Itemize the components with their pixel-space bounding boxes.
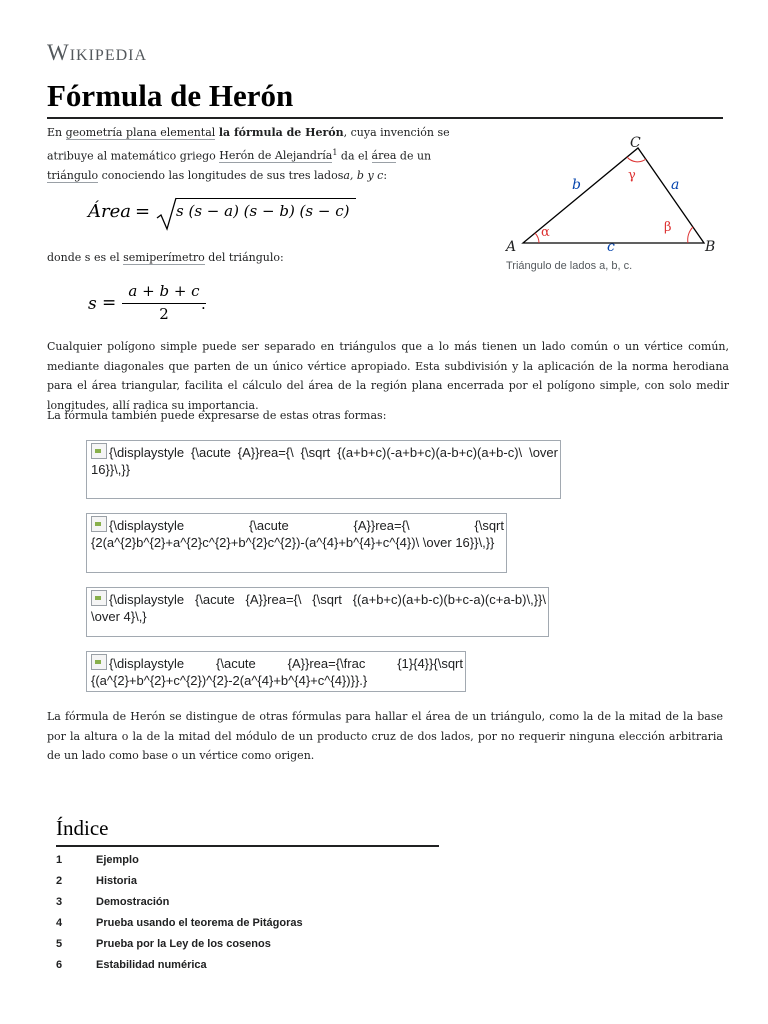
toc-item-number: 6 — [56, 959, 63, 971]
vertex-a-label: A — [506, 239, 517, 255]
toc-item-label: Prueba por la Ley de los cosenos — [96, 938, 271, 950]
alt-formula-text: {\displaystyle {\acute {A}}rea={\ {\sqrt {(a+b+c)(-a+b+c)(a-b+c)(a+b-c)\ \over 16}}\,}} — [91, 445, 558, 477]
bold-term: la fórmula de Herón — [218, 126, 344, 139]
formula-equals: = — [102, 293, 117, 313]
angle-alpha-label: α — [541, 225, 550, 240]
side-a-label: a — [671, 177, 680, 193]
reference-1[interactable]: 1 — [332, 147, 338, 157]
toc-item[interactable] — [56, 896, 169, 908]
toc-item[interactable] — [56, 938, 271, 950]
alt-formula-text: {\displaystyle {\acute {A}}rea={\ {\sqrt {2(a^{2}b^{2}+a^{2}c^{2}+b^{2}c^{2})-(a^{4}+b^{4}+c^{4})\ \over 16}}\,}} — [91, 518, 504, 550]
intro-text: de un — [396, 149, 432, 163]
intro-text: da el — [337, 149, 372, 163]
toc-item-label: Demostración — [96, 896, 170, 908]
broken-image-icon — [91, 516, 107, 532]
alt-formula-1[interactable] — [86, 440, 561, 499]
toc-item[interactable] — [56, 959, 207, 971]
broken-image-icon — [91, 654, 107, 670]
intro-text: , cuya invención se atribuye al matemático griego — [47, 126, 450, 163]
toc-item[interactable] — [56, 854, 139, 866]
toc-item-label: Estabilidad numérica — [96, 959, 207, 971]
semiperimeter-text: donde s es el — [47, 251, 124, 264]
alt-formula-3[interactable] — [86, 587, 549, 637]
polygon-paragraph: Cualquier polígono simple puede ser separado en triángulos que a lo más tienen un lado común o un vértice común, mediante diagonales que parten de un único vértice apropiado. Esta subdivisión y la aplicación de la norma herodiana para el área triangular, facilita el cálculo del área de la región plana encerrada por el polígono simple, con solo medir longitudes, allí radica su importancia. — [47, 340, 729, 412]
angle-gamma-label: γ — [628, 168, 636, 183]
toc-item-label: Historia — [96, 875, 137, 887]
link-geometria-plana[interactable]: geometría plana elemental — [65, 126, 216, 139]
toc-item[interactable] — [56, 917, 303, 929]
broken-image-icon — [91, 443, 107, 459]
formula-radicand: s (s − a) (s − b) (s − c) — [176, 202, 350, 220]
vertex-b-label: B — [705, 239, 716, 255]
intro-text: : — [383, 168, 388, 182]
fraction-denominator: 2 — [159, 305, 169, 323]
alt-formula-text: {\displaystyle {\acute {A}}rea={\frac {1}{4}}{\sqrt {(a^{2}+b^{2}+c^{2})^{2}-2(a^{4}+b^{4}+c^{4})}}.} — [91, 656, 463, 688]
toc-item-number: 3 — [56, 896, 63, 908]
semiperimeter-text: del triángulo: — [204, 251, 284, 264]
angle-beta-label: β — [664, 220, 672, 235]
triangle-figure[interactable] — [497, 130, 727, 280]
alt-formula-4[interactable] — [86, 651, 466, 692]
figure-caption: Triángulo de lados a, b, c. — [506, 260, 633, 272]
fraction-numerator: a + b + c — [128, 282, 200, 300]
formula-s-lhs: s — [88, 294, 97, 314]
formula-equals: = — [135, 201, 151, 222]
toc-item-number: 4 — [56, 917, 63, 929]
semiperimeter-formula — [88, 282, 228, 326]
page-title: Fórmula de Herón — [47, 78, 294, 113]
area-formula — [88, 196, 368, 232]
sqrt-sign-icon — [156, 196, 178, 232]
intro-paragraph — [47, 123, 479, 185]
forms-paragraph: La fórmula también puede expresarse de estas otras formas: — [47, 409, 387, 422]
title-divider — [47, 117, 723, 119]
toc-item-number: 5 — [56, 938, 63, 950]
side-c-label: c — [607, 239, 615, 255]
link-semiperimetro[interactable]: semiperímetro — [123, 251, 205, 264]
toc-divider — [56, 845, 439, 847]
semiperimeter-line — [47, 248, 284, 268]
distinguish-paragraph: La fórmula de Herón se distingue de otras fórmulas para hallar el área de un triángulo, como la de la mitad de la base por la altura o la de la mitad del módulo de un producto cruz de dos lados, por no requerir ninguna elección arbitraria de un lado como base o un vértice como origen. — [47, 710, 723, 762]
alt-formula-text: {\displaystyle {\acute {A}}rea={\ {\sqrt {(a+b+c)(a+b-c)(b+c-a)(c+a-b)\,}}\ \over 4}\,} — [91, 592, 546, 624]
intro-text: En — [47, 126, 66, 139]
toc-item-number: 1 — [56, 854, 63, 866]
link-heron[interactable]: Herón de Alejandría — [219, 149, 333, 163]
formula-period: . — [201, 295, 206, 313]
toc-item-label: Ejemplo — [96, 854, 139, 866]
intro-text: conociendo las longitudes de sus tres lados — [98, 168, 344, 182]
sides-variables: a, b y c — [343, 168, 384, 182]
alt-formula-2[interactable] — [86, 513, 507, 573]
broken-image-icon — [91, 590, 107, 606]
vertex-c-label: C — [630, 135, 641, 151]
toc-item-number: 2 — [56, 875, 63, 887]
link-area[interactable]: área — [371, 149, 397, 163]
side-b-label: b — [572, 177, 581, 193]
toc-item[interactable] — [56, 875, 137, 887]
link-triangulo[interactable]: triángulo — [47, 168, 99, 182]
toc-item-label: Prueba usando el teorema de Pitágoras — [96, 917, 303, 929]
toc-title: Índice — [56, 816, 109, 840]
formula-lhs: Área — [88, 201, 131, 222]
wikipedia-wordmark[interactable]: Wikipedia — [47, 40, 148, 65]
sqrt-vinculum — [176, 198, 356, 199]
